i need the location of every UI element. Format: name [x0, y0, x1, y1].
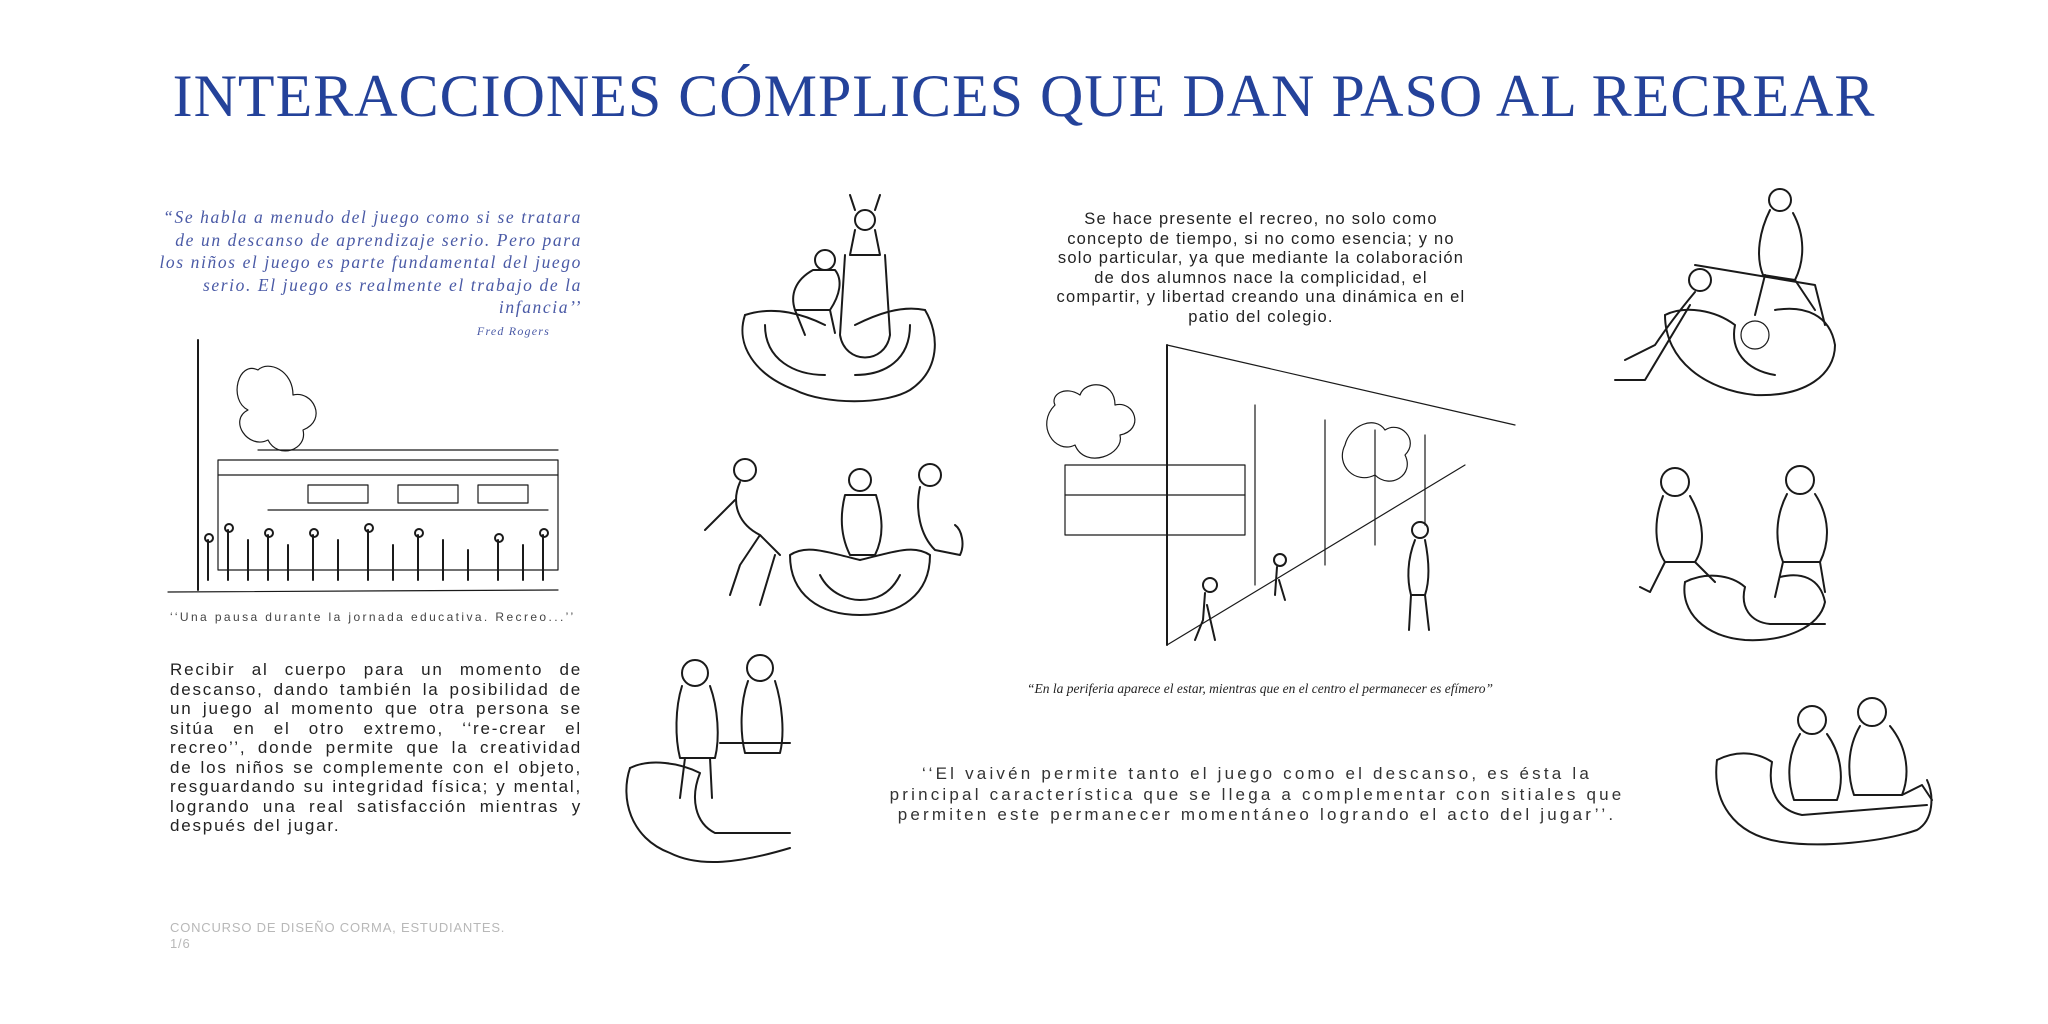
rocking-seat-two-girls-sketch: [620, 648, 800, 873]
footer-contest-label: CONCURSO DE DISEÑO CORMA, ESTUDIANTES.: [170, 920, 506, 935]
rocking-seat-girls-playing-sketch: [1605, 185, 1850, 405]
rocking-seat-kneeling-kids-sketch: [1635, 462, 1840, 642]
body-text-right: Se hace presente el recreo, no solo como concepto de tiempo, si no como esencia; y no solo particular, ya que mediante la colaboración de dos alumnos nace la complicidad, el compartir, y libertad creando una dinámica en el patio del colegio.: [1056, 210, 1466, 326]
footer: [170, 920, 570, 952]
epigraph-author: Fred Rogers: [476, 324, 550, 338]
schoolyard-sketch: [168, 340, 568, 600]
rocking-seat-three-kids-sketch: [700, 455, 990, 625]
rocking-seat-seated-pair-sketch: [1712, 690, 1937, 850]
epigraph-quote: “Se habla a menudo del juego como si se tratara de un descanso de aprendizaje serio. Pero para los niños el juego es parte fundamental del juego serio. El juego es realmente el trabajo de la infancia’’: [159, 207, 582, 317]
corridor-caption: “En la periferia aparece el estar, mientras que en el centro el permanecer es efímero”: [1026, 681, 1494, 696]
footer-page-number: 1/6: [170, 936, 191, 951]
school-corridor-sketch: [1045, 345, 1515, 645]
rocking-seat-two-kids-sketch: [735, 195, 945, 410]
bottom-quote: ‘‘El vaivén permite tanto el juego como el descanso, es ésta la principal característica que se llega a complementar con sitiales que permiten este permanecer momentáneo logrando el acto del jugar’’.: [889, 764, 1625, 824]
body-text-left: Recibir al cuerpo para un momento de descanso, dando también la posibilidad de un juego al momento que otra persona se sitúa en el otro extremo, ‘‘re-crear el recreo’’, donde permite que la creatividad de los niños se complemente con el objeto, resguardando su integridad física; y mental, logrando una real satisfacción mientras y después del jugar.: [170, 660, 582, 835]
page-title: INTERACCIONES CÓMPLICES QUE DAN PASO AL RECREAR: [172, 63, 1876, 129]
schoolyard-caption: ‘‘Una pausa durante la jornada educativa. Recreo...’’: [170, 610, 576, 624]
